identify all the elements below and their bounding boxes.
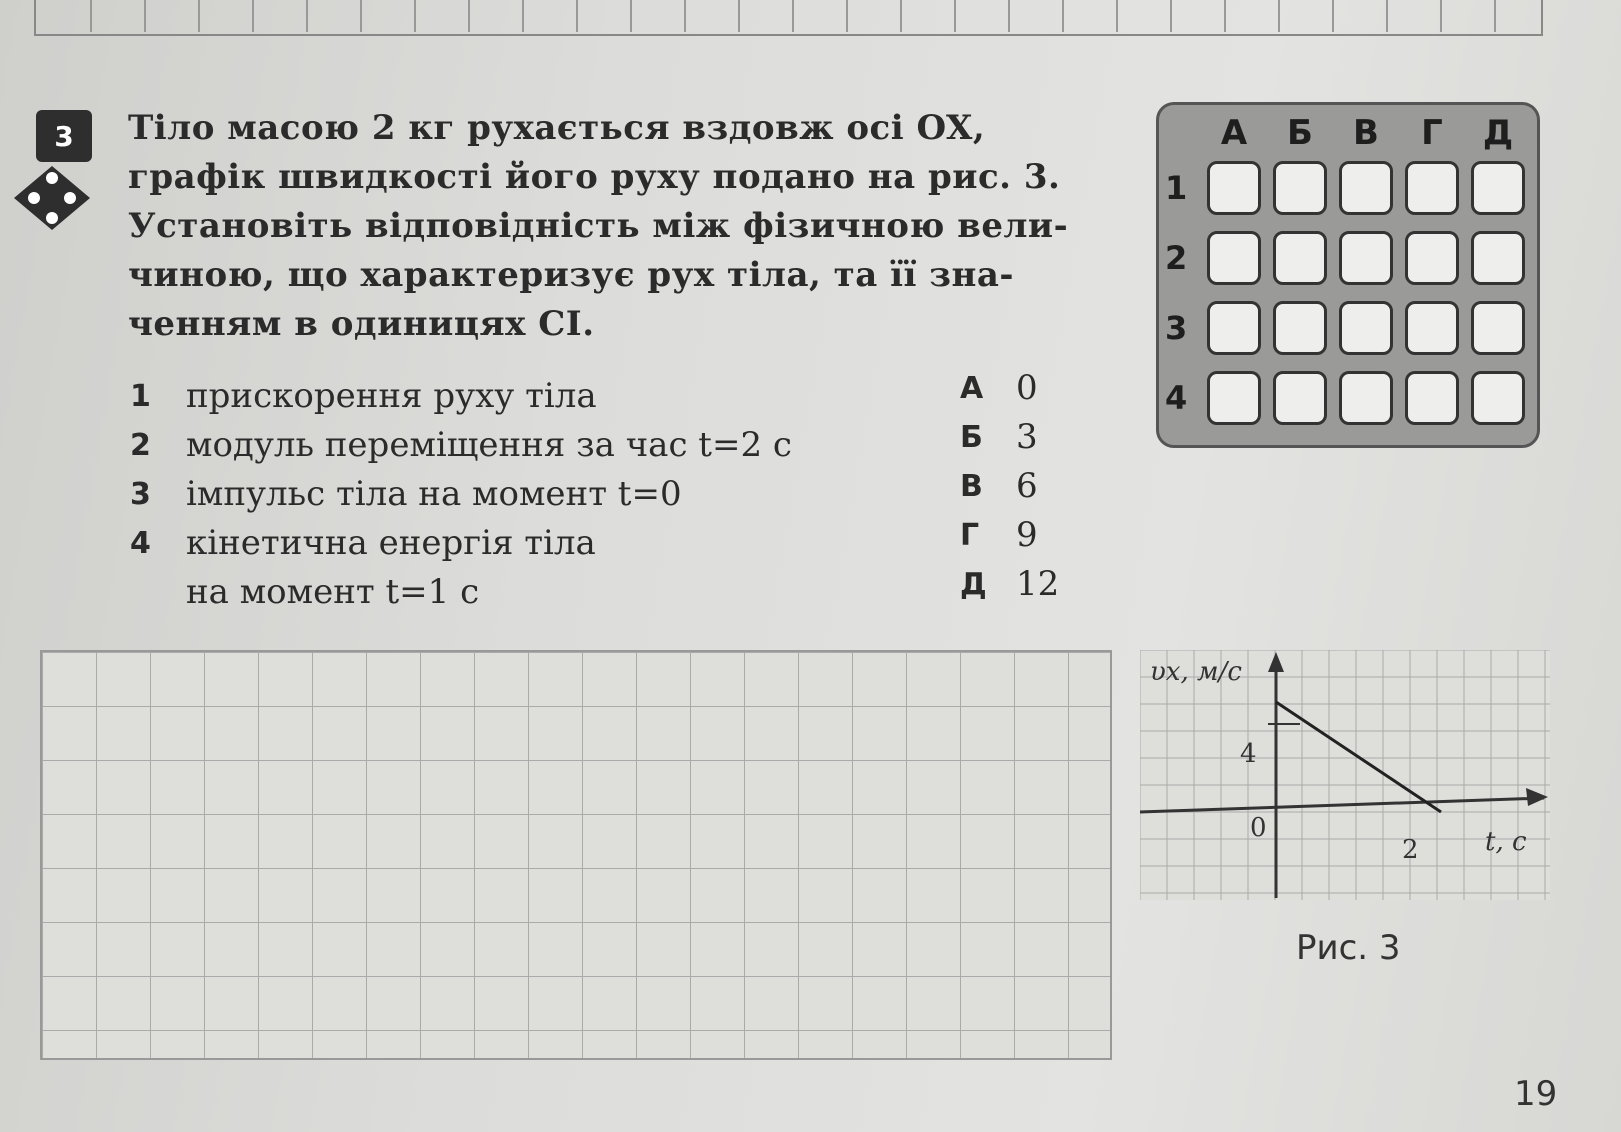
answer-checkbox[interactable] bbox=[1405, 371, 1459, 425]
strip-cell-divider bbox=[1332, 0, 1334, 32]
answer-checkbox[interactable] bbox=[1405, 161, 1459, 215]
answer-grid-column-header: Б bbox=[1287, 113, 1313, 153]
answer-checkbox[interactable] bbox=[1273, 161, 1327, 215]
answer-letter: Д bbox=[960, 567, 987, 602]
answer-value: 9 bbox=[1016, 515, 1038, 555]
strip-cell-divider bbox=[1440, 0, 1442, 32]
quantity-item bbox=[130, 372, 792, 421]
task-line: чиною, що характеризує рух тіла, та її зна- bbox=[128, 255, 1014, 295]
strip-cell-divider bbox=[522, 0, 524, 32]
answer-grid-row-label: 2 bbox=[1165, 239, 1188, 277]
strip-cell-divider bbox=[1386, 0, 1388, 32]
answer-value: 0 bbox=[1016, 368, 1038, 408]
quantity-text: на момент t=1 с bbox=[186, 572, 480, 612]
task-line: Установіть відповідність між фізичною вели- bbox=[128, 206, 1069, 246]
strip-cell-divider bbox=[90, 0, 92, 32]
strip-cell-divider bbox=[1224, 0, 1226, 32]
answer-checkbox[interactable] bbox=[1405, 301, 1459, 355]
task-line: Тіло масою 2 кг рухається вздовж осі OX, bbox=[128, 108, 986, 148]
strip-cell-divider bbox=[1062, 0, 1064, 32]
quantity-text: кінетична енергія тіла bbox=[186, 523, 596, 563]
quantity-item bbox=[130, 519, 792, 568]
answer-grid-column-header: Г bbox=[1421, 113, 1443, 153]
answer-checkbox[interactable] bbox=[1207, 371, 1261, 425]
answer-option bbox=[960, 413, 1059, 462]
answer-letter: Г bbox=[960, 518, 980, 553]
answer-checkbox[interactable] bbox=[1339, 371, 1393, 425]
answer-checkbox[interactable] bbox=[1273, 231, 1327, 285]
answer-letter: Б bbox=[960, 420, 983, 455]
page-number: 19 bbox=[1514, 1074, 1558, 1114]
origin-label: 0 bbox=[1250, 813, 1267, 843]
strip-cell-divider bbox=[738, 0, 740, 32]
strip-cell-divider bbox=[252, 0, 254, 32]
task-number: 3 bbox=[54, 119, 74, 153]
quantity-number: 1 bbox=[130, 379, 151, 414]
dice-icon bbox=[12, 164, 92, 232]
task-number-badge bbox=[36, 110, 92, 162]
answer-checkbox[interactable] bbox=[1207, 231, 1261, 285]
strip-cell-divider bbox=[792, 0, 794, 32]
quantity-item bbox=[130, 568, 792, 617]
strip-cell-divider bbox=[468, 0, 470, 32]
answer-checkbox[interactable] bbox=[1339, 161, 1393, 215]
strip-cell-divider bbox=[306, 0, 308, 32]
task-statement bbox=[128, 104, 1086, 349]
answer-option bbox=[960, 511, 1059, 560]
answer-grid-row-label: 4 bbox=[1165, 379, 1188, 417]
quantity-number: 2 bbox=[130, 428, 151, 463]
quantity-text: модуль переміщення за час t=2 с bbox=[186, 425, 792, 465]
answer-grid-column-header: Д bbox=[1482, 113, 1514, 153]
strip-cell-divider bbox=[1116, 0, 1118, 32]
strip-cell-divider bbox=[954, 0, 956, 32]
strip-cell-divider bbox=[1494, 0, 1496, 32]
strip-cell-divider bbox=[846, 0, 848, 32]
x-tick-label: 2 bbox=[1402, 835, 1419, 865]
quantity-number: 4 bbox=[130, 526, 151, 561]
quantity-list bbox=[130, 372, 792, 617]
answer-checkbox[interactable] bbox=[1273, 301, 1327, 355]
top-answer-strip bbox=[34, 0, 1543, 36]
strip-cell-divider bbox=[900, 0, 902, 32]
answer-letter: А bbox=[960, 371, 984, 406]
answer-grid-row-label: 3 bbox=[1165, 309, 1188, 347]
answer-option bbox=[960, 462, 1059, 511]
quantity-number bbox=[130, 568, 186, 617]
strip-cell-divider bbox=[630, 0, 632, 32]
task-line: ченням в одиницях СІ. bbox=[128, 304, 595, 344]
quantity-item bbox=[130, 470, 792, 519]
answer-checkbox[interactable] bbox=[1471, 371, 1525, 425]
y-tick-label: 4 bbox=[1240, 739, 1257, 769]
answer-option bbox=[960, 364, 1059, 413]
strip-cell-divider bbox=[1170, 0, 1172, 32]
strip-cell-divider bbox=[360, 0, 362, 32]
strip-cell-divider bbox=[1278, 0, 1280, 32]
answer-grid-column-header: В bbox=[1353, 113, 1379, 153]
strip-cell-divider bbox=[414, 0, 416, 32]
work-area-grid[interactable] bbox=[40, 650, 1112, 1060]
quantity-number: 3 bbox=[130, 477, 151, 512]
task-line: графік швидкості його руху подано на рис. 3. bbox=[128, 157, 1061, 197]
answer-value: 12 bbox=[1016, 564, 1060, 604]
answer-grid-row-label: 1 bbox=[1165, 169, 1188, 207]
answer-checkbox[interactable] bbox=[1339, 231, 1393, 285]
quantity-text: імпульс тіла на момент t=0 bbox=[186, 474, 682, 514]
answer-grid-card bbox=[1156, 102, 1540, 448]
strip-cell-divider bbox=[198, 0, 200, 32]
answer-value: 3 bbox=[1016, 417, 1038, 457]
velocity-graph bbox=[1140, 650, 1550, 900]
answer-option bbox=[960, 560, 1059, 609]
chart-background bbox=[1140, 650, 1550, 900]
answer-checkbox[interactable] bbox=[1207, 161, 1261, 215]
strip-cell-divider bbox=[576, 0, 578, 32]
answer-checkbox[interactable] bbox=[1471, 161, 1525, 215]
answer-value: 6 bbox=[1016, 466, 1038, 506]
answer-checkbox[interactable] bbox=[1405, 231, 1459, 285]
strip-cell-divider bbox=[1008, 0, 1010, 32]
answer-options bbox=[960, 364, 1059, 609]
x-axis-label: t, с bbox=[1485, 827, 1527, 857]
strip-cell-divider bbox=[684, 0, 686, 32]
y-axis-label: υx, м/с bbox=[1150, 657, 1242, 687]
answer-checkbox[interactable] bbox=[1471, 301, 1525, 355]
answer-checkbox[interactable] bbox=[1339, 301, 1393, 355]
answer-checkbox[interactable] bbox=[1273, 371, 1327, 425]
answer-grid-column-header: А bbox=[1220, 113, 1248, 153]
quantity-item bbox=[130, 421, 792, 470]
quantity-text: прискорення руху тіла bbox=[186, 376, 597, 416]
answer-letter: В bbox=[960, 469, 983, 504]
strip-cell-divider bbox=[144, 0, 146, 32]
answer-checkbox[interactable] bbox=[1471, 231, 1525, 285]
answer-checkbox[interactable] bbox=[1207, 301, 1261, 355]
figure-caption: Рис. 3 bbox=[1296, 928, 1401, 968]
